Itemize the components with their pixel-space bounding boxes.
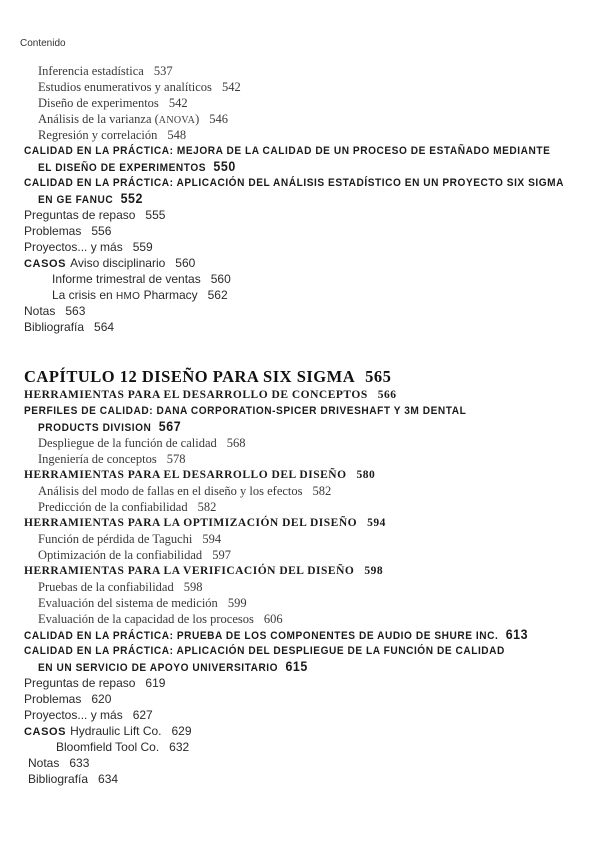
entry-title: La crisis en [52,288,117,302]
cases-label: CASOS [24,726,67,738]
entry-title: Notas [24,304,56,318]
toc-entry [38,531,221,547]
toc-entry [24,723,192,740]
entry-page: 632 [169,740,190,754]
toc-entry [38,483,331,499]
entry-title: Proyectos... y más [24,240,123,254]
entry-title: PERFILES DE CALIDAD: DANA CORPORATION-SPICER DRIVESHAFT Y 3M DENTAL [24,405,467,417]
entry-title: Preguntas de repaso [24,676,136,690]
toc-entry [38,451,185,467]
entry-title: Regresión y correlación [38,128,158,142]
entry-title: CALIDAD EN LA PRÁCTICA: APLICACIÓN DEL DESPLIEGUE DE LA FUNCIÓN DE CALIDAD [24,645,505,657]
entry-title: Diseño de experimentos [38,96,159,110]
section-heading [24,515,386,531]
toc-entry [24,707,153,723]
entry-page: 615 [285,659,308,674]
toc-entry [38,611,283,627]
toc-feature-cont [38,159,236,176]
entry-page: 555 [145,208,166,222]
entry-title-end: ) [195,112,200,126]
entry-title: Análisis de la varianza ( [38,112,159,126]
entry-page: 597 [212,548,231,562]
entry-page: 594 [367,517,386,529]
entry-page: 629 [171,724,192,738]
entry-title: Aviso disciplinario [70,256,166,270]
entry-page: 594 [202,532,222,546]
entry-title: HERRAMIENTAS PARA EL DESARROLLO DEL DISEÑO [24,469,347,481]
toc-entry [38,127,186,143]
entry-page: 537 [153,64,173,78]
entry-title: Despliegue de la función de calidad [38,436,217,450]
entry-title: Análisis del modo de fallas en el diseño y los efectos [38,484,303,498]
entry-title: Bloomfield Tool Co. [56,740,160,754]
entry-page: 562 [207,288,228,302]
toc-feature-cont [38,419,181,436]
entry-title-end: Pharmacy [140,288,198,302]
entry-page: 606 [263,612,283,626]
entry-title: CALIDAD EN LA PRÁCTICA: APLICACIÓN DEL ANÁLISIS ESTADÍSTICO EN UN PROYECTO SIX SIGMA [24,177,565,189]
toc-entry [24,255,195,272]
entry-title: Inferencia estadística [38,64,144,78]
entry-page: 599 [227,596,247,610]
entry-title: Ingeniería de conceptos [38,452,157,466]
entry-page: 582 [197,500,217,514]
toc-feature [24,627,528,644]
entry-page: 634 [98,772,119,786]
chapter-title: CAPÍTULO 12 DISEÑO PARA SIX SIGMA [24,367,356,386]
toc-entry [38,79,241,95]
section-heading [24,563,383,579]
toc-feature [24,643,505,659]
entry-title: Notas [28,756,60,770]
entry-page: 613 [505,627,529,642]
entry-page: 556 [91,224,112,238]
entry-page: 620 [91,692,112,706]
entry-page: 550 [213,159,236,174]
toc-entry [38,95,188,111]
toc-entry [56,739,189,755]
entry-title: Evaluación del sistema de medición [38,596,218,610]
entry-page: 578 [166,452,186,466]
entry-title: Estudios enumerativos y analíticos [38,80,212,94]
toc-entry [38,63,173,79]
entry-title: Optimización de la confiabilidad [38,548,203,562]
entry-title: PRODUCTS DIVISION [38,422,152,434]
toc-feature [24,403,466,419]
entry-page: 580 [356,469,376,481]
toc-entry [24,675,165,691]
entry-title: Proyectos... y más [24,708,123,722]
entry-title-acronym: HMO [116,291,141,302]
toc-entry [38,435,246,451]
toc-entry [38,499,216,515]
toc-entry [24,303,85,319]
entry-title: Bibliografía [28,772,89,786]
running-header: Contenido [20,38,66,49]
entry-title: EN UN SERVICIO DE APOYO UNIVERSITARIO [38,662,279,674]
entry-page: 552 [120,191,143,206]
toc-entry [38,595,247,611]
entry-title: Pruebas de la confiabilidad [38,580,174,594]
entry-page: 564 [94,320,115,334]
section-heading [24,387,397,403]
toc-entry [28,755,89,771]
toc-feature-cont [38,191,143,208]
cases-label: CASOS [24,258,67,270]
toc-feature-cont [38,659,308,676]
entry-title: Preguntas de repaso [24,208,136,222]
entry-page: 542 [221,80,241,94]
entry-title: Bibliografía [24,320,85,334]
entry-page: 598 [183,580,203,594]
entry-page: 566 [377,389,397,401]
toc-entry [28,771,118,787]
entry-title: HERRAMIENTAS PARA LA OPTIMIZACIÓN DEL DISEÑO [24,517,358,529]
section-heading [24,467,375,483]
chapter-page: 565 [365,367,392,386]
entry-title: Hydraulic Lift Co. [70,724,162,738]
toc-entry [38,579,202,595]
entry-page: 598 [364,565,384,577]
toc-entry [24,239,153,255]
toc-entry [38,547,231,563]
entry-page: 567 [158,419,182,434]
entry-title: Informe trimestral de ventas [52,272,201,286]
entry-title: CALIDAD EN LA PRÁCTICA: MEJORA DE LA CALIDAD DE UN PROCESO DE ESTAÑADO MEDIANTE [24,145,551,157]
entry-title: HERRAMIENTAS PARA EL DESARROLLO DE CONCEPTOS [24,389,368,401]
entry-page: 559 [132,240,153,254]
entry-page: 619 [145,676,166,690]
entry-page: 548 [167,128,187,142]
toc-entry [24,223,111,239]
toc-entry [24,207,165,223]
toc-feature [24,175,564,191]
entry-title-acronym: ANOVA [158,115,196,126]
entry-page: 627 [132,708,153,722]
entry-title: Evaluación de la capacidad de los procesos [38,612,254,626]
entry-page: 563 [65,304,86,318]
entry-title: EN GE FANUC [38,194,114,206]
entry-page: 542 [168,96,188,110]
entry-title: EL DISEÑO DE EXPERIMENTOS [38,162,207,174]
toc-feature [24,143,550,159]
entry-page: 633 [69,756,90,770]
entry-title: Función de pérdida de Taguchi [38,532,193,546]
entry-title: Problemas [24,224,82,238]
entry-page: 568 [226,436,246,450]
entry-page: 546 [209,112,229,126]
entry-page: 560 [175,256,196,270]
toc-entry [52,271,231,287]
entry-title: CALIDAD EN LA PRÁCTICA: PRUEBA DE LOS COMPONENTES DE AUDIO DE SHURE INC. [24,630,499,642]
entry-title: HERRAMIENTAS PARA LA VERIFICACIÓN DEL DISEÑO [24,565,355,577]
toc-entry [24,319,114,335]
entry-title: Predicción de la confiabilidad [38,500,188,514]
entry-page: 582 [312,484,332,498]
entry-title: Problemas [24,692,82,706]
entry-page: 560 [210,272,231,286]
chapter-heading [24,367,391,387]
toc-entry [24,691,111,707]
